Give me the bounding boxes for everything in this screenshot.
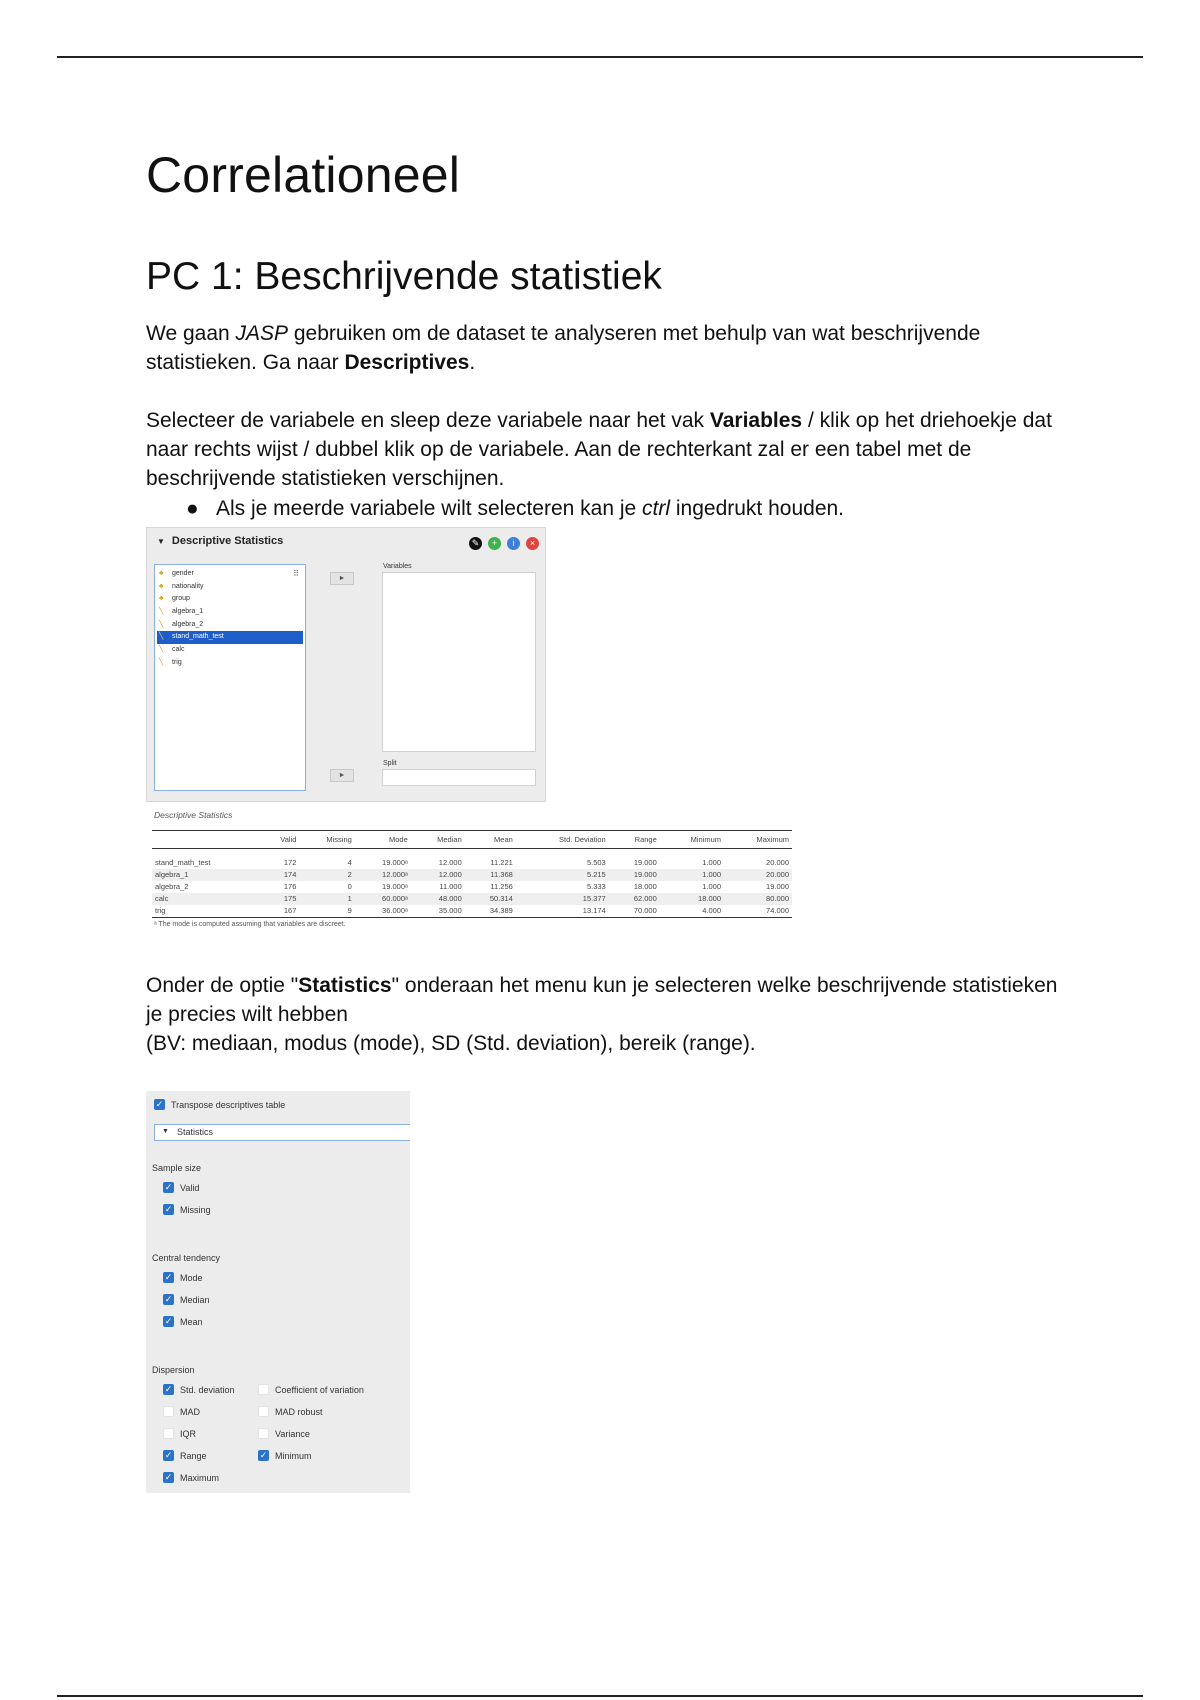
- column-header: Range: [609, 831, 660, 849]
- nominal-icon: ♣: [159, 570, 164, 577]
- option-label: Mode: [180, 1273, 203, 1283]
- table-cell: 172: [283, 858, 297, 867]
- text: We gaan: [146, 322, 236, 345]
- section-title: Statistics: [177, 1127, 214, 1137]
- variable-item[interactable]: [155, 593, 305, 606]
- panel-title[interactable]: [157, 535, 283, 547]
- checkbox-unchecked-icon[interactable]: [258, 1428, 269, 1439]
- table-caption: Descriptive Statistics: [154, 810, 233, 820]
- move-to-variables-button[interactable]: ►: [330, 572, 354, 585]
- nominal-icon: ♣: [159, 582, 164, 590]
- table-cell: 60.000ᵃ: [355, 893, 411, 905]
- variable-item[interactable]: [155, 606, 305, 619]
- table-cell: 0: [347, 882, 352, 891]
- table-cell: 12.000: [411, 869, 465, 881]
- table-cell: algebra_1: [152, 869, 260, 881]
- checkbox-unchecked-icon[interactable]: [163, 1428, 174, 1439]
- table-cell: 5.215: [516, 869, 609, 881]
- checkbox-unchecked-icon[interactable]: [258, 1406, 269, 1417]
- table-cell: 19.000ᵃ: [382, 858, 408, 867]
- nominal-icon: ♣: [159, 595, 164, 603]
- scale-icon: ╲: [159, 646, 164, 654]
- variable-item[interactable]: [155, 581, 305, 594]
- select-paragraph: [146, 406, 1066, 493]
- variable-name: gender: [172, 570, 194, 577]
- column-header: Median: [411, 831, 465, 849]
- variable-item[interactable]: [155, 568, 305, 581]
- table-cell: 13.174: [516, 905, 609, 918]
- text: Onder de optie ": [146, 974, 299, 997]
- checkbox-checked-icon[interactable]: ✓: [155, 1099, 164, 1110]
- variance-checkbox[interactable]: [258, 1428, 310, 1440]
- column-header: Valid: [260, 831, 299, 849]
- column-header: Mean: [465, 831, 516, 849]
- option-label: Valid: [180, 1183, 200, 1193]
- text: ingedrukt houden.: [670, 497, 845, 520]
- table-cell: 1.000: [660, 869, 724, 881]
- variables-bold: Variables: [709, 409, 803, 432]
- table-cell: 174: [260, 869, 299, 881]
- column-header: [152, 831, 260, 849]
- variable-item[interactable]: [155, 657, 305, 670]
- table-cell: 2: [299, 869, 354, 881]
- variable-name: group: [172, 595, 190, 603]
- checkbox-checked-icon[interactable]: ✓: [164, 1316, 173, 1327]
- minimum-checkbox[interactable]: [258, 1450, 312, 1462]
- duplicate-icon[interactable]: +: [488, 537, 501, 550]
- table-cell: 80.000: [724, 893, 792, 905]
- table-cell: 18.000: [633, 882, 657, 891]
- table-footnote: ᵃ The mode is computed assuming that variables are discreet.: [154, 921, 346, 928]
- checkbox-checked-icon[interactable]: ✓: [164, 1204, 173, 1215]
- maximum-checkbox[interactable]: [163, 1472, 219, 1484]
- statistics-options-panel: [146, 1091, 410, 1493]
- table-cell: stand_math_test: [155, 858, 211, 867]
- text: (BV: mediaan, modus (mode), SD (Std. deviation), bereik (range).: [146, 1032, 756, 1055]
- table-cell: 15.377: [516, 893, 609, 905]
- variable-name: stand_math_test: [172, 633, 224, 641]
- table-cell: 4.000: [660, 905, 724, 918]
- option-label: IQR: [180, 1429, 197, 1439]
- option-label: Std. deviation: [180, 1385, 235, 1395]
- mad-checkbox[interactable]: [163, 1406, 200, 1418]
- ctrl-emphasis: ctrl: [642, 497, 671, 520]
- column-header: Minimum: [660, 831, 724, 849]
- central-tendency-heading: Central tendency: [152, 1253, 221, 1263]
- statistics-paragraph: [146, 971, 1066, 1058]
- table-cell: 175: [260, 893, 299, 905]
- table-cell: 12.000ᵃ: [355, 869, 411, 881]
- table-cell: 20.000: [724, 869, 792, 881]
- checkbox-checked-icon[interactable]: ✓: [164, 1450, 173, 1461]
- descriptive-statistics-panel: [146, 527, 546, 802]
- text: " onderaan het menu kun je selecteren welke beschrijvende statistieken je precies wilt hebben: [146, 974, 1058, 1026]
- option-label: Median: [180, 1295, 210, 1305]
- table-cell: 9: [299, 905, 354, 918]
- table-cell: 50.314: [465, 893, 516, 905]
- column-header: Maximum: [724, 831, 792, 849]
- table-cell: 4: [347, 858, 352, 867]
- panel-title-text: Descriptive Statistics: [171, 535, 284, 547]
- statistics-bold: Statistics: [298, 974, 392, 997]
- table-cell: 1: [299, 893, 354, 905]
- std-deviation-checkbox[interactable]: [163, 1384, 235, 1396]
- variable-name: algebra_2: [172, 620, 204, 628]
- table-cell: 20.000: [766, 858, 789, 867]
- descriptives-table-image: [146, 808, 797, 938]
- edit-icon[interactable]: ✎: [469, 537, 482, 550]
- table-cell: 18.000: [660, 893, 724, 905]
- table-cell: 70.000: [609, 905, 660, 918]
- bullet-item: [186, 494, 844, 523]
- table-cell: 62.000: [609, 893, 660, 905]
- checkbox-unchecked-icon[interactable]: [163, 1406, 174, 1417]
- option-label: MAD: [180, 1407, 200, 1417]
- column-header: Mode: [355, 831, 411, 849]
- option-label: Maximum: [180, 1473, 220, 1483]
- option-label: Minimum: [275, 1451, 312, 1461]
- option-label: Transpose descriptives table: [171, 1100, 286, 1110]
- column-header: Std. Deviation: [516, 831, 609, 849]
- table-cell: 167: [260, 905, 299, 918]
- collapse-triangle-icon[interactable]: ▼: [162, 1128, 169, 1135]
- scale-icon: ╲: [159, 658, 164, 666]
- variable-item[interactable]: [155, 619, 305, 632]
- table-cell: 11.221: [490, 858, 513, 867]
- scale-icon: ╲: [159, 608, 164, 616]
- median-checkbox[interactable]: [163, 1294, 210, 1306]
- valid-checkbox[interactable]: [163, 1182, 199, 1194]
- table-cell: 176: [283, 882, 297, 891]
- table-cell: 5.333: [586, 882, 606, 891]
- collapse-triangle-icon[interactable]: ▼: [157, 537, 165, 546]
- mad-robust-checkbox[interactable]: [258, 1406, 323, 1418]
- table-cell: 12.000: [438, 858, 462, 867]
- variable-list[interactable]: [154, 564, 306, 791]
- split-label: Split: [383, 760, 397, 767]
- option-label: Missing: [180, 1205, 211, 1215]
- page-title: Correlationeel: [146, 147, 461, 203]
- footer-rule: [57, 1695, 1143, 1697]
- mode-checkbox[interactable]: [163, 1272, 203, 1284]
- variables-box[interactable]: [382, 572, 536, 752]
- checkbox-checked-icon[interactable]: ✓: [164, 1294, 173, 1305]
- table-cell: calc: [152, 893, 260, 905]
- panel-actions: [463, 537, 539, 555]
- table-cell: 35.000: [411, 905, 465, 918]
- text: / klik op het driehoekje dat naar rechts wijst / dubbel klik op de variabele. Aan de rechterkant zal er een tabel met de beschrijvende statistieken verschijnen.: [146, 409, 1052, 490]
- table-cell: 1.000: [702, 882, 721, 891]
- checkbox-checked-icon[interactable]: ✓: [164, 1182, 173, 1193]
- variable-item[interactable]: [157, 631, 303, 644]
- variable-name: calc: [172, 646, 185, 654]
- table-cell: 19.000ᵃ: [382, 882, 408, 891]
- table-cell: 1.000: [702, 858, 721, 867]
- iqr-checkbox[interactable]: [163, 1428, 196, 1440]
- mean-checkbox[interactable]: [163, 1316, 203, 1328]
- range-checkbox[interactable]: [163, 1450, 207, 1462]
- info-icon[interactable]: i: [507, 537, 520, 550]
- checkbox-checked-icon[interactable]: ✓: [164, 1272, 173, 1283]
- table-cell: 19.000: [766, 882, 789, 891]
- table-row: [152, 881, 792, 893]
- table-cell: algebra_2: [155, 882, 189, 891]
- table-cell: trig: [152, 905, 260, 918]
- variable-name: trig: [172, 658, 182, 666]
- checkbox-checked-icon[interactable]: ✓: [164, 1472, 173, 1483]
- table-cell: 11.256: [490, 882, 513, 891]
- statistics-section-header[interactable]: [154, 1124, 410, 1141]
- option-label: MAD robust: [275, 1407, 323, 1417]
- table-cell: 36.000ᵃ: [355, 905, 411, 918]
- table-cell: 74.000: [724, 905, 792, 918]
- table-cell: 5.503: [586, 858, 606, 867]
- coefficient-of-variation-checkbox[interactable]: [258, 1384, 364, 1396]
- table-cell: 19.000: [633, 858, 657, 867]
- checkbox-checked-icon[interactable]: ✓: [259, 1450, 268, 1461]
- text: Selecteer de variabele en sleep deze variabele naar het vak: [146, 409, 710, 432]
- close-icon[interactable]: ×: [526, 537, 539, 550]
- variable-name: algebra_1: [172, 608, 204, 616]
- scale-icon: ╲: [159, 620, 164, 628]
- option-label: Mean: [180, 1317, 203, 1327]
- section-heading: PC 1: Beschrijvende statistiek: [146, 255, 662, 298]
- variables-label: Variables: [383, 563, 412, 570]
- variable-name: nationality: [172, 582, 204, 590]
- dispersion-heading: Dispersion: [152, 1365, 195, 1375]
- missing-checkbox[interactable]: [163, 1204, 211, 1216]
- option-label: Range: [180, 1451, 207, 1461]
- column-header: Missing: [299, 831, 354, 849]
- table-cell: 48.000: [411, 893, 465, 905]
- text: .: [469, 351, 476, 374]
- table-cell: 11.000: [439, 882, 462, 891]
- transpose-checkbox[interactable]: [154, 1099, 285, 1111]
- table-cell: 19.000: [609, 869, 660, 881]
- option-label: Variance: [275, 1429, 310, 1439]
- checkbox-checked-icon[interactable]: ✓: [164, 1384, 173, 1395]
- intro-paragraph: [146, 319, 1066, 377]
- variable-item[interactable]: [155, 644, 305, 657]
- scale-icon: ╲: [159, 633, 164, 641]
- descriptives-table: [152, 830, 792, 918]
- header-rule: [57, 56, 1143, 58]
- list-handle-icon[interactable]: ⠿: [293, 569, 299, 578]
- option-label: Coefficient of variation: [275, 1385, 364, 1395]
- bullet-icon: ●: [186, 497, 199, 520]
- split-box[interactable]: [382, 769, 536, 786]
- move-to-split-button[interactable]: ►: [330, 769, 354, 782]
- table-cell: 34.389: [465, 905, 516, 918]
- table-row: [152, 857, 792, 869]
- descriptives-bold: Descriptives: [344, 351, 470, 374]
- text: Als je meerde variabele wilt selecteren kan je: [216, 497, 643, 520]
- jasp-emphasis: JASP: [235, 322, 289, 345]
- table-cell: 11.368: [465, 869, 516, 881]
- table-row: [152, 893, 792, 905]
- text: gebruiken om de dataset te analyseren met behulp van wat beschrijvende statistieken. Ga naar: [146, 322, 981, 374]
- sample-size-heading: Sample size: [152, 1163, 202, 1173]
- table-row: [152, 869, 792, 881]
- checkbox-unchecked-icon[interactable]: [258, 1384, 269, 1395]
- table-row: [152, 905, 792, 918]
